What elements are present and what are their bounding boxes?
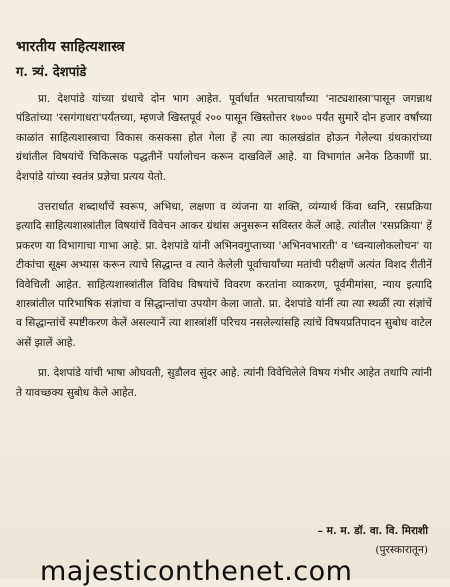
source-note: (पुरस्कारातून) bbox=[375, 544, 428, 556]
watermark-text: majesticonthenet.com bbox=[40, 556, 353, 587]
paragraph-3: प्रा. देशपांडे यांची भाषा ओघवती, सुडौलव सुंदर आहे. त्यांनी विवेचिलेले विषय गंभीर आहेत तथापि त्यांनी ते यावच्छक्य सुबोध केले आहेत. bbox=[16, 367, 432, 399]
book-title: भारतीय साहित्यशास्त्र bbox=[16, 39, 125, 55]
reviewer-signature: – म. म. डॉ. वा. वि. मिराशी bbox=[317, 525, 428, 537]
book-author: ग. त्र्यं. देशपांडे bbox=[16, 65, 87, 80]
review-body bbox=[16, 90, 432, 414]
paragraph-2: उत्तरार्धात शब्दार्थांचें स्वरूप, अभिधा, लक्षणा व व्यंजना या शक्ति, व्यंग्यार्थ किंवा ध्वनि, रसप्रक्रिया इत्यादि साहित्यशास्त्रांतील विषयांचें विवेचन आकर ग्रंथांस अनुसरून सविस्तर केलें आहे. त्यांतील 'रसप्रक्रिया' हें प्रकरण या विभागाचा गाभा आहे. प्रा. देशपांडे यांनी अभिनवगुप्ताच्या 'अभिनवभारती' व 'ध्वन्यालोकलोचन' या टीकांचा सूक्ष्म अभ्यास करून त्याचे सिद्धान्त व त्याने केलेली पूर्वाचार्यांच्या मतांची परीक्षणें अत्यंत विशद रीतीनें विवेचिली आहेत. साहित्यशास्त्रांतील विविध विषयांचें विवरण करतांना व्याकरण, पूर्वमीमांसा, न्याय इत्यादि शास्त्रांतील पारिभाषिक संज्ञांचा व सिद्धान्तांचा उपयोग केला जातो. प्रा. देशपांडे यांनीं त्या त्या स्थळीं त्या संज्ञांचें व सिद्धान्तांचें स्पष्टीकरण केलें असल्यानें त्या शास्त्रांशीं परिचय नसलेल्यांसहि त्यांचें विषयप्रतिपादन सुबोध वाटेल असें झालें आहे. bbox=[16, 201, 432, 349]
paragraph-1: प्रा. देशपांडे यांच्या ग्रंथाचे दोन भाग आहेत. पूर्वार्धात भरताचार्यांच्या 'नाट्यशास्त्रा'पासून जगन्नाथ पंडितांच्या 'रसगंगाधरा'पर्यंतच्या, म्हणजे खिस्तपूर्व २०० पासून खिस्तोत्तर १७०० पर्यंत सुमारें दोन हजार वर्षांच्या काळांत साहित्यशास्त्राचा विकास कसकसा होत गेला हें त्या त्या कालखंडांत होऊन गेलेल्या ग्रंथकारांच्या ग्रंथांतील विषयांचें चिकित्सक पद्धतीनें पर्यालोचन करून दाखविलें आहे. या विभागांत अनेक ठिकाणीं प्रा. देशपांडे यांच्या स्वतंत्र प्रज्ञेचा प्रत्यय येतो. bbox=[16, 93, 432, 183]
